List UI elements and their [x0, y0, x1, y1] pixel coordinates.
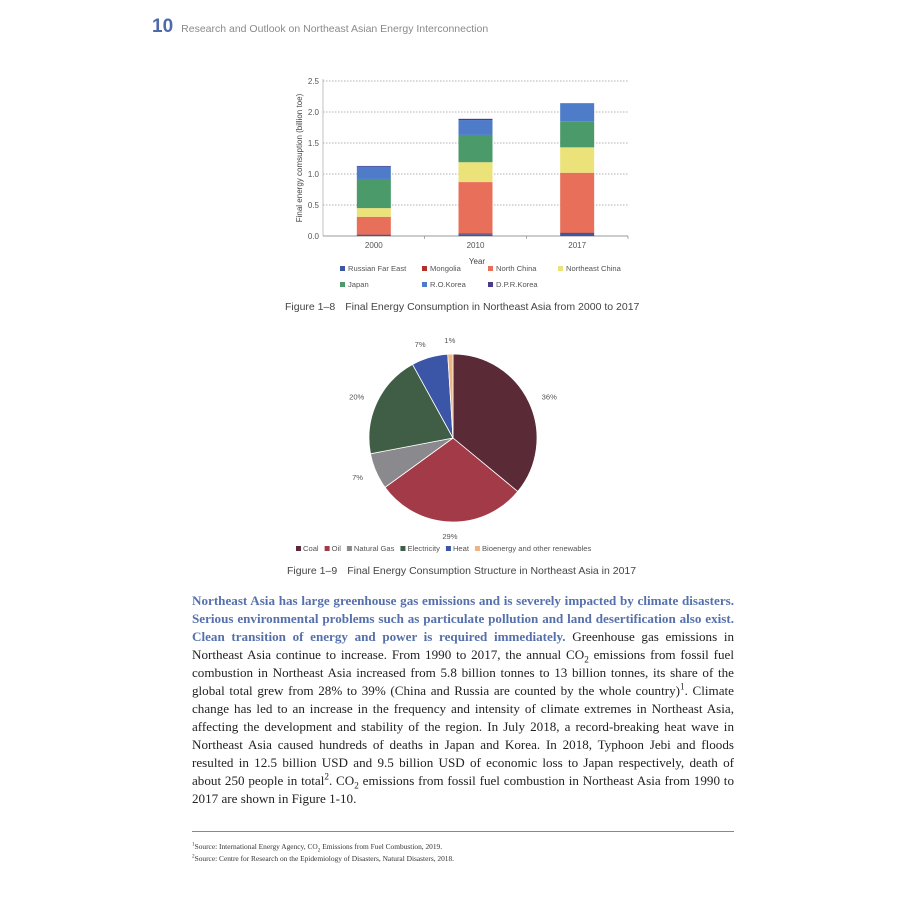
footnote-1-text: Source: International Energy Agency, CO [194, 842, 318, 851]
running-title: Research and Outlook on Northeast Asian Energy Interconnection [181, 23, 489, 35]
bar-segment [357, 179, 391, 208]
bar-segment [459, 119, 493, 120]
pie-slice-label: 7% [414, 339, 426, 349]
figure-1-9-title: Final Energy Consumption Structure in Northeast Asia in 2017 [347, 565, 637, 577]
bar-legend-item [422, 280, 467, 289]
pie-legend-swatch [400, 546, 405, 551]
bar-segment [560, 233, 594, 236]
bar-legend-item [558, 264, 622, 273]
bar-segment [357, 235, 391, 236]
pie-slice-label: 20% [349, 392, 365, 402]
bar-legend-swatch [558, 266, 563, 271]
bar-segment [357, 167, 391, 179]
footnote-1 [192, 841, 454, 853]
pie-legend-swatch [325, 546, 330, 551]
footnote-1-text-end: Emissions from Fuel Combustion, 2019. [320, 842, 443, 851]
pie-legend-swatch [446, 546, 451, 551]
bar-segment [459, 234, 493, 236]
bar-legend-item [422, 264, 462, 273]
pie-legend-label: Coal [303, 544, 319, 553]
bar-legend-label: North China [496, 264, 537, 273]
body-text-2: emissions from fossil fuel combustion in Northeast Asia increased from 5.8 billion tonnes to 13 billion tonnes, its share of the global total grew from 28% to 39% (China and Russia are counted by the whole country) [192, 647, 734, 698]
pie-legend-item [400, 544, 440, 553]
pie-legend-item [347, 544, 395, 553]
bar-y-axis-label: Final energy comsuption (billion toe) [295, 93, 304, 223]
bar-legend-swatch [422, 266, 427, 271]
bar-x-tick-label: 2017 [568, 241, 587, 250]
bar-segment [459, 182, 493, 233]
pie-legend-label: Electricity [407, 544, 440, 553]
figure-1-8-title: Final Energy Consumption in Northeast Asia from 2000 to 2017 [345, 301, 640, 313]
pie-legend-label: Natural Gas [353, 544, 395, 553]
footnote-divider [192, 831, 734, 832]
body-text-1: Greenhouse gas emissions in Northeast Asia continue to increase. From 1990 to 2017, the annual CO [192, 629, 734, 662]
bar-x-tick-label: 2000 [364, 241, 383, 250]
bar-y-tick-label: 2.5 [307, 77, 319, 86]
bar-segment [560, 103, 594, 104]
figure-1-8-number: Figure 1–8 [285, 301, 336, 313]
bar-legend-swatch [340, 266, 345, 271]
lead-sentence: Northeast Asia has large greenhouse gas emissions and is severely impacted by climate disasters. Serious environmental problems such as particulate pollution and land desertification also exist. Clean transition of energy and power is required immediately. [192, 593, 734, 644]
pie-legend-label: Heat [452, 544, 469, 553]
bar-segment [459, 234, 493, 235]
co2-subscript: 2 [584, 654, 589, 665]
bar-legend-swatch [340, 282, 345, 287]
footnote-2 [192, 853, 454, 865]
bar-legend-item [488, 280, 538, 289]
page-number: 10 [152, 16, 174, 37]
body-text-4: . CO [328, 773, 355, 788]
bar-segment [459, 135, 493, 162]
footnote-2-mark: 2 [192, 853, 195, 860]
bar-segment [357, 208, 391, 217]
pie-legend-item [296, 544, 319, 553]
bar-legend-label: Russian Far East [348, 264, 407, 273]
body-text-5: emissions from fossil fuel combustion in Northeast Asia from 1990 to 2017 are shown in Figure 1-10. [192, 773, 734, 806]
bar-legend-label: Japan [348, 280, 369, 289]
bar-legend-swatch [488, 266, 493, 271]
figure-1-9-number: Figure 1–9 [287, 565, 338, 577]
bar-chart [0, 0, 900, 310]
figure-1-9-caption [287, 565, 636, 577]
bar-y-tick-label: 1.5 [307, 139, 319, 148]
pie-legend-swatch [296, 546, 301, 551]
footnotes [192, 841, 454, 865]
pie-legend-item [325, 544, 342, 553]
bar-legend-item [340, 264, 407, 273]
bar-y-tick-label: 2.0 [307, 108, 319, 117]
bar-segment [560, 121, 594, 147]
footnote-1-mark: 1 [192, 841, 195, 848]
bar-legend-label: Northeast China [566, 264, 621, 273]
footnote-ref-2: 2 [324, 771, 329, 782]
bar-legend-label: R.O.Korea [430, 280, 466, 289]
bar-segment [560, 173, 594, 233]
pie-legend-swatch [475, 546, 480, 551]
bar-segment [459, 120, 493, 135]
bar-segment [560, 147, 594, 172]
footnote-2-text: Source: Centre for Research on the Epidemiology of Disasters, Natural Disasters, 2018. [194, 854, 455, 863]
bar-segment [459, 162, 493, 182]
pie-slice-label: 36% [541, 392, 557, 402]
bar-segment [357, 217, 391, 234]
pie-slice-label: 29% [442, 531, 458, 541]
bar-segment [357, 166, 391, 167]
body-text-3: . Climate change has led to an increase in the frequency and intensity of climate extremes in Northeast Asia, affecting the development and stability of the region. In July 2018, a record-breaking heat wave in Northeast Asia caused hundreds of deaths in Japan and Korea. In 2018, Typhoon Jebi and floods resulted in 12.5 billion USD and 9.5 billion USD of economic loss to Japan respectively, death of about 250 people in total [192, 683, 734, 788]
bar-y-tick-label: 1.0 [307, 170, 319, 179]
bar-x-tick-label: 2010 [466, 241, 485, 250]
figure-1-8-caption [285, 301, 639, 313]
footnote-1-subscript: 2 [317, 847, 321, 854]
pie-legend-label: Bioenergy and other renewables [481, 544, 592, 553]
co2-subscript-2: 2 [354, 780, 359, 791]
bar-legend-swatch [422, 282, 427, 287]
bar-legend-swatch [488, 282, 493, 287]
body-paragraph [192, 592, 734, 808]
bar-y-tick-label: 0.0 [307, 232, 319, 241]
bar-segment [560, 104, 594, 121]
footnote-ref-1: 1 [680, 681, 685, 692]
bar-segment [357, 234, 391, 235]
bar-segment [560, 232, 594, 233]
pie-legend-item [475, 544, 592, 553]
pie-legend-item [446, 544, 470, 553]
pie-legend-label: Oil [331, 544, 341, 553]
bar-legend-label: Mongolia [430, 264, 461, 273]
bar-legend-item [340, 280, 369, 289]
pie-slice-label: 1% [444, 336, 456, 346]
pie-chart [0, 330, 900, 565]
bar-legend-label: D.P.R.Korea [496, 280, 538, 289]
bar-y-tick-label: 0.5 [307, 201, 319, 210]
pie-slice-label: 7% [352, 472, 364, 482]
bar-legend-item [488, 264, 537, 273]
pie-legend-swatch [347, 546, 352, 551]
bar-x-axis-label: Year [468, 257, 486, 266]
